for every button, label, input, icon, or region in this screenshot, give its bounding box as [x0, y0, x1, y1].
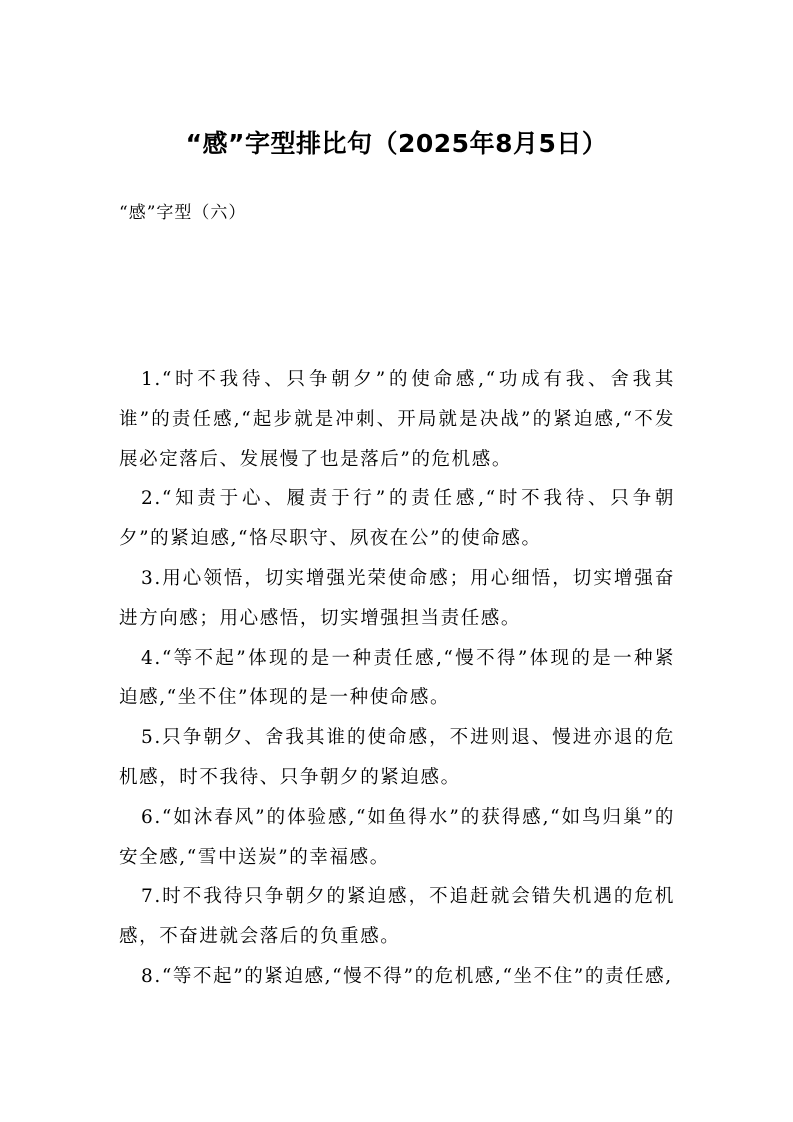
- document-title: “感”字型排比句（2025年8月5日）: [185, 129, 608, 158]
- paragraph-1: 1.“时不我待、只争朝夕”的使命感,“功成有我、舍我其谁”的责任感,“起步就是冲刺、开局就是决战”的紧迫感,“不发展必定落后、发展慢了也是落后”的危机感。: [119, 369, 675, 470]
- paragraph-8: 8.“等不起”的紧迫感,“慢不得”的危机感,“坐不住”的责任感,: [141, 965, 673, 987]
- section-subtitle: “感”字型（六）: [119, 203, 247, 223]
- paragraph-2: 2.“知责于心、履责于行”的责任感,“时不我待、只争朝夕”的紧迫感,“恪尽职守、夙夜在公”的使命感。: [119, 488, 675, 550]
- paragraph-7: 7.时不我待只争朝夕的紧迫感，不追赶就会错失机遇的危机感，不奋进就会落后的负重感。: [119, 886, 675, 948]
- paragraph-4: 4.“等不起”体现的是一种责任感,“慢不得”体现的是一种紧迫感,“坐不住”体现的是一种使命感。: [119, 647, 675, 709]
- paragraph-3: 3.用心领悟，切实增强光荣使命感；用心细悟，切实增强奋进方向感；用心感悟，切实增强担当责任感。: [119, 567, 675, 629]
- paragraph-6: 6.“如沐春风”的体验感,“如鱼得水”的获得感,“如鸟归巢”的安全感,“雪中送炭”的幸福感。: [119, 806, 675, 868]
- document-body: [119, 360, 675, 997]
- paragraph-5: 5.只争朝夕、舍我其谁的使命感，不进则退、慢进亦退的危机感，时不我待、只争朝夕的紧迫感。: [119, 727, 675, 788]
